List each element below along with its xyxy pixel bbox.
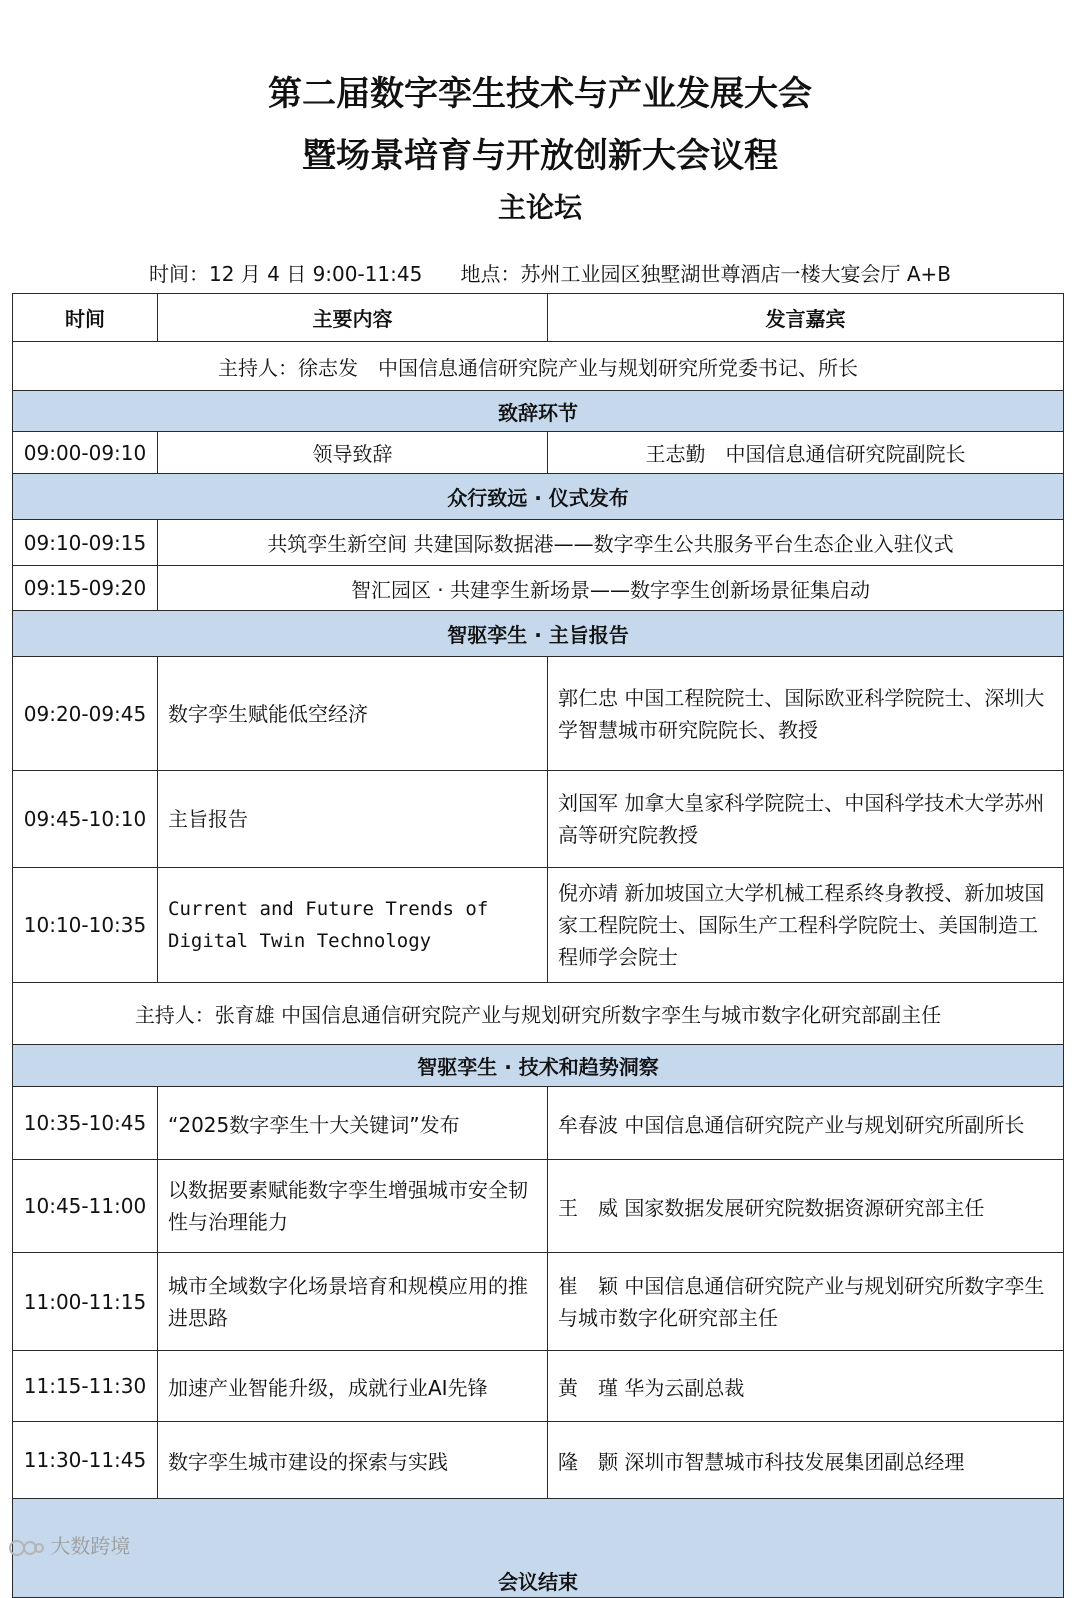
host-row-1 [13,342,1064,391]
table-row [13,771,1064,868]
row-speaker: 隆 颢 深圳市智慧城市科技发展集团副总经理 [548,1422,1064,1499]
meeting-end: 会议结束 [13,1499,1064,1598]
host-row-2 [13,983,1064,1045]
section-insight: 智驱孪生 · 技术和趋势洞察 [13,1045,1064,1087]
table-row [13,868,1064,983]
row-content: 数字孪生城市建设的探索与实践 [158,1422,548,1499]
row-time: 10:35-10:45 [13,1087,158,1160]
header-speaker: 发言嘉宾 [548,294,1064,342]
doc-title-line1: 第二届数字孪生技术与产业发展大会 [268,74,812,114]
row-content: 主旨报告 [158,771,548,868]
table-row [13,1087,1064,1160]
row-content: 数字孪生赋能低空经济 [158,657,548,771]
row-speaker: 王 威 国家数据发展研究院数据资源研究部主任 [548,1160,1064,1253]
row-content: 领导致辞 [158,432,548,474]
row-time: 09:45-10:10 [13,771,158,868]
table-row [13,1253,1064,1351]
table-row [13,520,1064,566]
row-time: 09:15-09:20 [13,566,158,611]
row-time: 11:30-11:45 [13,1422,158,1499]
row-content: 共筑孪生新空间 共建国际数据港——数字孪生公共服务平台生态企业入驻仪式 [158,520,1064,566]
row-time: 11:00-11:15 [13,1253,158,1351]
header-time: 时间 [13,294,158,342]
section-row [13,1045,1064,1087]
row-content: 城市全域数字化场景培育和规模应用的推进思路 [158,1253,548,1351]
table-row [13,566,1064,611]
doc-subtitle: 主论坛 [497,191,582,224]
section-keynote: 智驱孪生 · 主旨报告 [13,611,1064,657]
row-time: 10:10-10:35 [13,868,158,983]
row-time: 10:45-11:00 [13,1160,158,1253]
section-row [13,611,1064,657]
table-row [13,432,1064,474]
section-row [13,391,1064,432]
row-content: Current and Future Trends of Digital Twin Technology [158,868,548,983]
row-speaker: 王志勤 中国信息通信研究院副院长 [548,432,1064,474]
table-row [13,657,1064,771]
watermark-logo-icon [8,1537,44,1559]
row-time: 09:00-09:10 [13,432,158,474]
row-content: 智汇园区 · 共建孪生新场景——数字孪生创新场景征集启动 [158,566,1064,611]
meeting-info [0,258,1080,287]
section-row [13,1499,1064,1598]
row-speaker: 刘国军 加拿大皇家科学院院士、中国科学技术大学苏州高等研究院教授 [548,771,1064,868]
watermark [8,1530,130,1559]
section-opening: 致辞环节 [13,391,1064,432]
section-ceremony: 众行致远 · 仪式发布 [13,474,1064,520]
row-time: 09:20-09:45 [13,657,158,771]
doc-title-line2: 暨场景培育与开放创新大会议程 [302,136,778,176]
agenda-table [12,293,1064,1598]
row-content: 加速产业智能升级，成就行业AI先锋 [158,1351,548,1422]
row-speaker: 郭仁忠 中国工程院院士、国际欧亚科学院院士、深圳大学智慧城市研究院院长、教授 [548,657,1064,771]
host-2: 主持人：张育雄 中国信息通信研究院产业与规划研究所数字孪生与城市数字化研究部副主任 [13,983,1064,1045]
watermark-text: 大数跨境 [50,1534,131,1558]
row-content: “2025数字孪生十大关键词”发布 [158,1087,548,1160]
meeting-time: 时间：12 月 4 日 9:00-11:45 [148,262,423,286]
row-time: 11:15-11:30 [13,1351,158,1422]
table-row [13,1422,1064,1499]
row-content: 以数据要素赋能数字孪生增强城市安全韧性与治理能力 [158,1160,548,1253]
header-content: 主要内容 [158,294,548,342]
row-speaker: 黄 瑾 华为云副总裁 [548,1351,1064,1422]
row-speaker: 崔 颖 中国信息通信研究院产业与规划研究所数字孪生与城市数字化研究部主任 [548,1253,1064,1351]
section-row [13,474,1064,520]
table-row [13,1160,1064,1253]
table-row [13,1351,1064,1422]
meeting-place: 地点：苏州工业园区独墅湖世尊酒店一楼大宴会厅 A+B [460,262,952,286]
row-time: 09:10-09:15 [13,520,158,566]
row-speaker: 牟春波 中国信息通信研究院产业与规划研究所副所长 [548,1087,1064,1160]
row-speaker: 倪亦靖 新加坡国立大学机械工程系终身教授、新加坡国家工程院院士、国际生产工程科学院院士、美国制造工程师学会院士 [548,868,1064,983]
table-header-row [13,294,1064,342]
host-1: 主持人：徐志发 中国信息通信研究院产业与规划研究所党委书记、所长 [13,342,1064,391]
